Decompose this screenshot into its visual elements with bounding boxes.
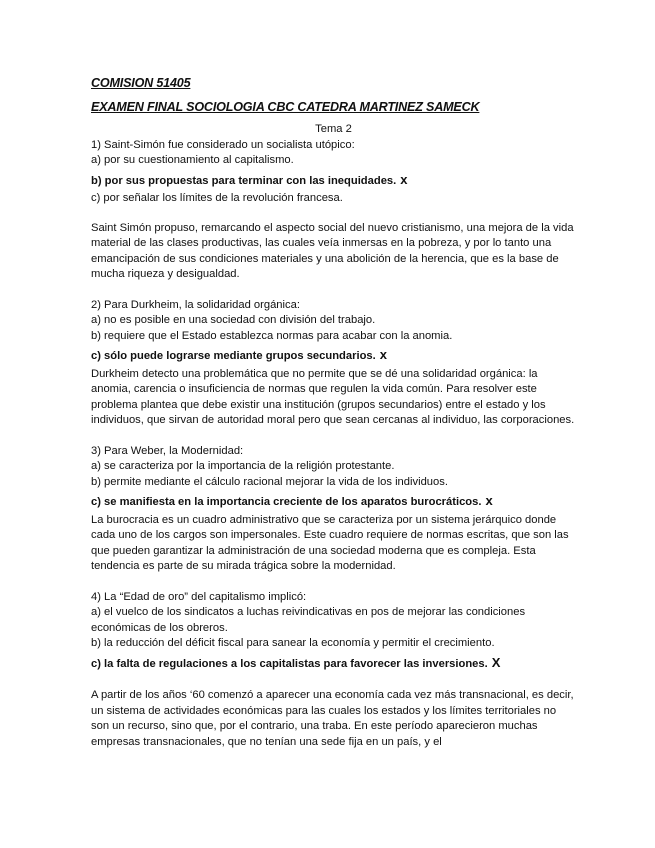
option-text: c) la falta de regulaciones a los capitalistas para favorecer las inversiones. xyxy=(91,657,488,670)
explanation-paragraph: Durkheim detecto una problemática que no permite que se dé una solidaridad orgánica: la anomia, carencia o insuficiencia de normas que regulen la vida común. Para resolver este problema plantea que debe existir una institución (grupos secundarios) entre el estado y los individuos, que sirvan de autoridad moral pero que sean cercanas al individuo, las corporaciones. xyxy=(91,367,575,426)
tema-label: Tema 2 xyxy=(315,123,352,135)
option-c-correct xyxy=(91,655,576,673)
option-b: b) la reducción del déficit fiscal para sanear la economía y permitir el crecimiento. xyxy=(91,637,495,649)
answer-mark: X xyxy=(491,654,501,670)
option-a: a) por su cuestionamiento al capitalismo. xyxy=(91,154,294,166)
option-a: a) el vuelco de los sindicatos a luchas reivindicativas en pos de mejorar las condiciones económicas de los obreros. xyxy=(91,606,526,634)
option-text: b) por sus propuestas para terminar con las inequidades. xyxy=(91,174,397,187)
answer-mark: x xyxy=(485,493,493,508)
option-a: a) se caracteriza por la importancia de la religión protestante. xyxy=(91,460,395,472)
option-b-correct xyxy=(91,172,576,190)
question-4 xyxy=(91,590,576,751)
explanation-paragraph: A partir de los años ‘60 comenzó a aparecer una economía cada vez más transnacional, es decir, un sistema de actividades económicas para las cuales los estados y los límites territoriales no son un recurso, sino que, por el contrario, una traba. En este período aparecieron muchas empresas transnacionales, que no tenían una sede fija en un país, y el xyxy=(91,689,574,748)
question-3 xyxy=(91,444,576,575)
option-c: c) por señalar los límites de la revolución francesa. xyxy=(91,192,343,204)
commission-heading: COMISION 51405 xyxy=(91,76,191,90)
option-c-correct xyxy=(91,493,576,511)
explanation-paragraph: La burocracia es un cuadro administrativo que se caracteriza por un sistema jerárquico donde cada uno de los cargos son impersonales. Este cuadro requiere de normas escritas, que son las que pueden garantizar la administración de una sociedad moderna que es compleja. Esta tendencia es parte de su mirada trágica sobre la modernidad. xyxy=(91,513,569,572)
answer-mark: x xyxy=(379,347,387,362)
explanation-paragraph: Saint Simón propuso, remarcando el aspecto social del nuevo cristianismo, una mejora de la vida material de las clases productivas, las cuales veía inmersas en la pobreza, y por lo tanto una emancipación de sus condiciones materiales y una abolición de la herencia, que es la base de mucha riqueza y desigualdad. xyxy=(91,221,574,280)
question-prompt: 3) Para Weber, la Modernidad: xyxy=(91,444,244,457)
document-body xyxy=(91,75,576,750)
question-prompt: 4) La “Edad de oro” del capitalismo implicó: xyxy=(91,590,307,603)
option-b: b) requiere que el Estado establezca normas para acabar con la anomia. xyxy=(91,329,453,342)
question-1 xyxy=(91,138,576,283)
question-prompt: 2) Para Durkheim, la solidaridad orgánica: xyxy=(91,298,300,311)
answer-mark: x xyxy=(400,171,408,187)
option-a: a) no es posible en una sociedad con división del trabajo. xyxy=(91,314,376,326)
option-b: b) permite mediante el cálculo racional mejorar la vida de los individuos. xyxy=(91,475,448,488)
question-prompt: 1) Saint-Simón fue considerado un socialista utópico: xyxy=(91,138,355,151)
exam-title: EXAMEN FINAL SOCIOLOGIA CBC CATEDRA MARTINEZ SAMECK xyxy=(91,100,480,114)
option-c-correct xyxy=(91,347,576,365)
question-2 xyxy=(91,298,576,429)
option-text: c) se manifiesta en la importancia creciente de los aparatos burocráticos. xyxy=(91,496,482,508)
option-text: c) sólo puede lograrse mediante grupos secundarios. xyxy=(91,350,376,362)
